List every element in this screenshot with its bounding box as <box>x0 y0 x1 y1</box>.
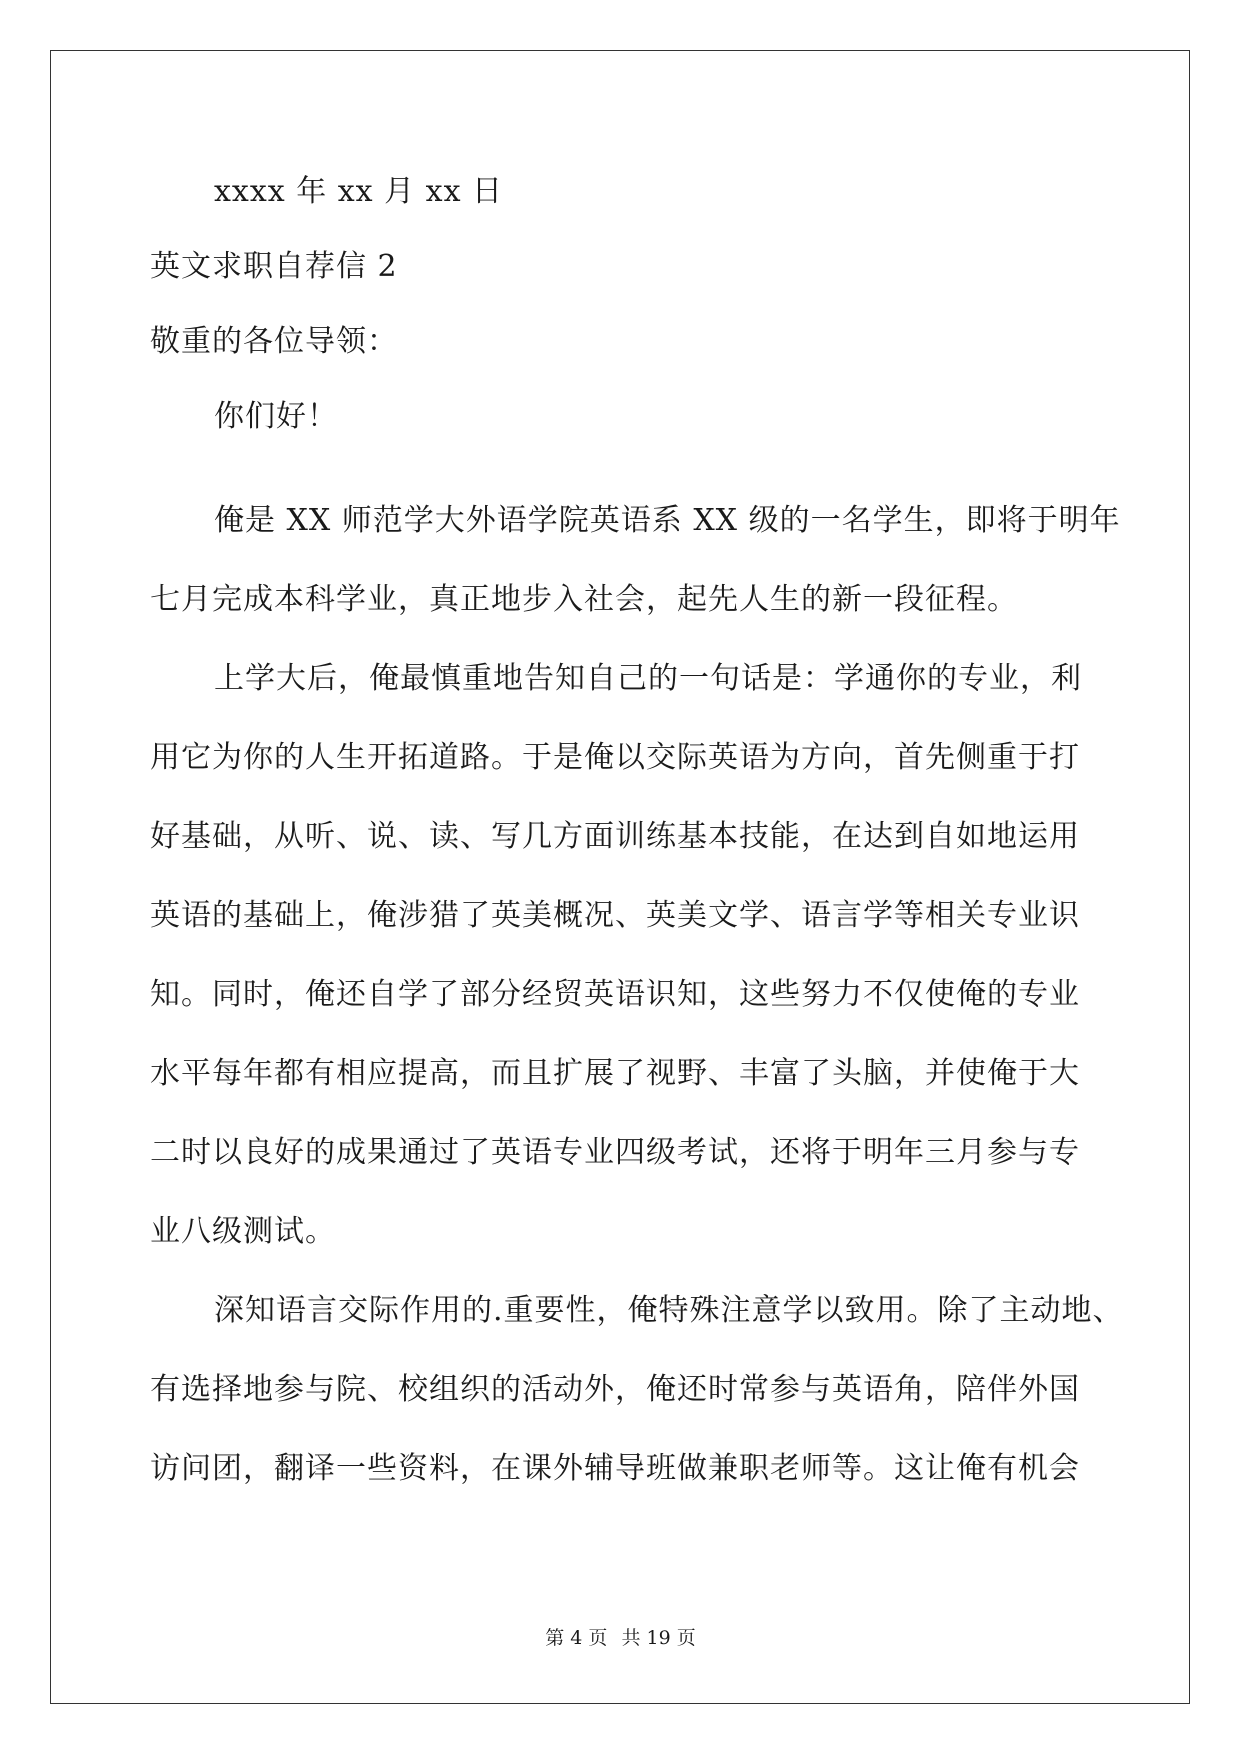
body-line: 七月完成本科学业，真正地步入社会，起先人生的新一段征程。 <box>150 582 1018 617</box>
salutation: 敬重的各位导领： <box>150 324 398 359</box>
page-footer <box>0 1626 1241 1650</box>
greeting: 你们好！ <box>214 399 338 434</box>
page-total: 共 19 页 <box>621 1627 696 1649</box>
body-line: 好基础，从听、说、读、写几方面训练基本技能，在达到自如地运用 <box>150 819 1080 854</box>
body-line: 二时以良好的成果通过了英语专业四级考试，还将于明年三月参与专 <box>150 1135 1080 1170</box>
page-number: 第 4 页 <box>545 1627 608 1649</box>
body-line: 有选择地参与院、校组织的活动外，俺还时常参与英语角，陪伴外国 <box>150 1372 1080 1407</box>
body-line: 英语的基础上，俺涉猎了英美概况、英美文学、语言学等相关专业识 <box>150 898 1080 933</box>
date-line: xxxx 年 xx 月 xx 日 <box>214 174 504 209</box>
body-line: 水平每年都有相应提高，而且扩展了视野、丰富了头脑，并使俺于大 <box>150 1056 1080 1091</box>
body-line: 知。同时，俺还自学了部分经贸英语识知，这些努力不仅使俺的专业 <box>150 977 1080 1012</box>
body-line: 访问团，翻译一些资料，在课外辅导班做兼职老师等。这让俺有机会 <box>150 1451 1080 1486</box>
body-line: 上学大后，俺最慎重地告知自己的一句话是：学通你的专业，利 <box>214 661 1082 696</box>
body-line: 用它为你的人生开拓道路。于是俺以交际英语为方向，首先侧重于打 <box>150 740 1080 775</box>
body-line: 深知语言交际作用的.重要性，俺特殊注意学以致用。除了主动地、 <box>214 1293 1124 1328</box>
body-line: 俺是 XX 师范学大外语学院英语系 XX 级的一名学生，即将于明年 <box>214 503 1121 538</box>
section-title: 英文求职自荐信 2 <box>150 249 398 284</box>
body-line: 业八级测试。 <box>150 1214 336 1249</box>
